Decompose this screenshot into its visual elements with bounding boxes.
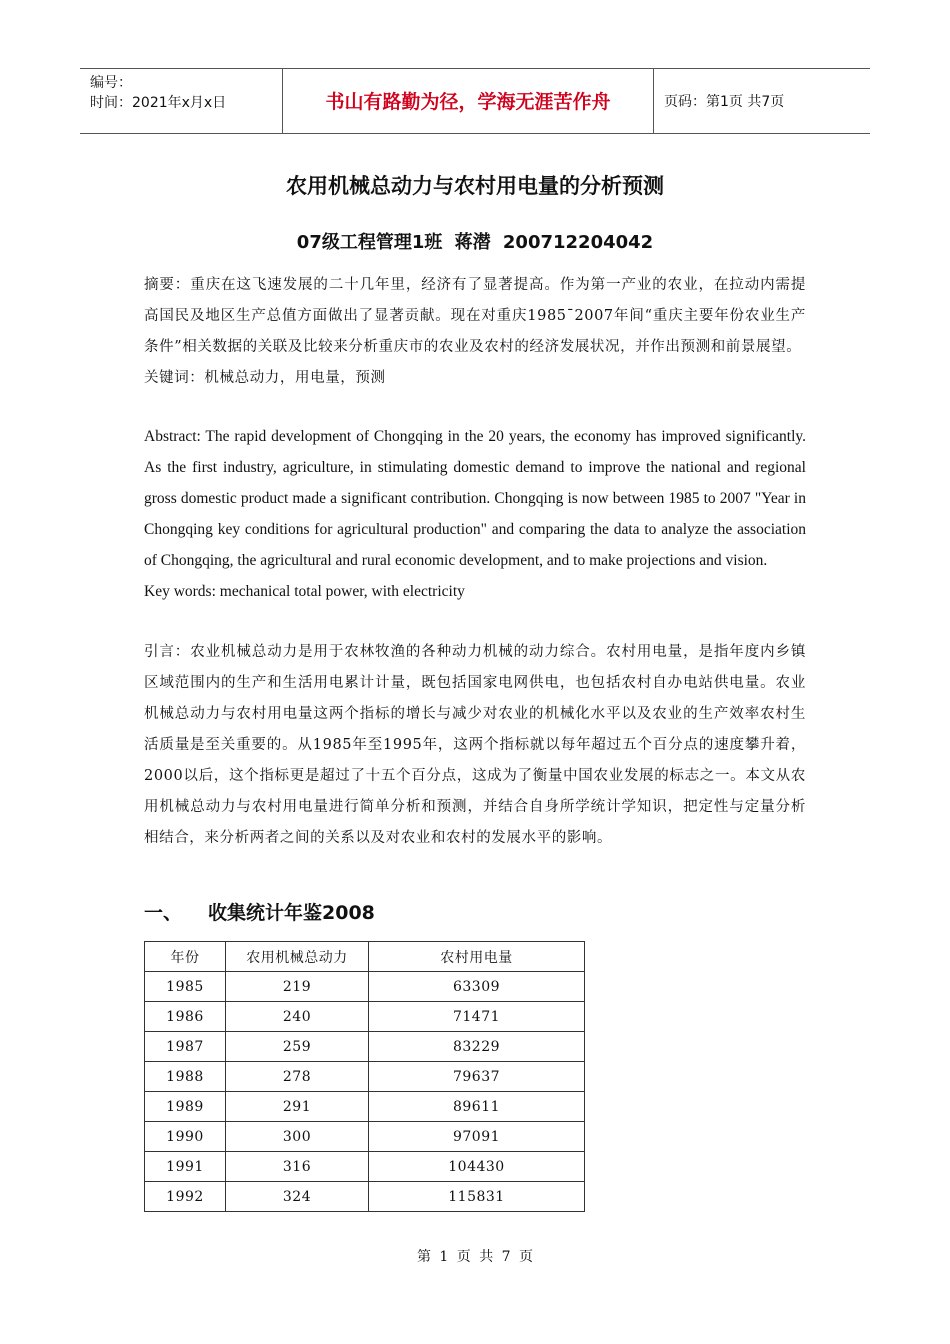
table-cell: 1989 — [145, 1092, 226, 1122]
introduction-block — [144, 637, 806, 854]
table-header-cell: 年份 — [145, 942, 226, 972]
section-heading — [144, 898, 375, 925]
table-cell: 300 — [226, 1122, 369, 1152]
table-cell: 1985 — [145, 972, 226, 1002]
section-title: 收集统计年鉴2008 — [208, 902, 375, 924]
table-cell: 240 — [226, 1002, 369, 1032]
table-cell: 1987 — [145, 1032, 226, 1062]
table-header-row — [145, 942, 585, 972]
table-cell: 63309 — [369, 972, 585, 1002]
table-cell: 1991 — [145, 1152, 226, 1182]
table-cell: 115831 — [369, 1182, 585, 1212]
table-row — [145, 1062, 585, 1092]
date-label: 时间：2021年x月x日 — [90, 95, 227, 111]
table-cell: 104430 — [369, 1152, 585, 1182]
table-row — [145, 972, 585, 1002]
abstract-cn-block — [144, 270, 806, 394]
statistics-table — [144, 941, 585, 1212]
header-motto: 书山有路勤为径，学海无涯苦作舟 — [282, 69, 654, 133]
table-cell: 1986 — [145, 1002, 226, 1032]
introduction: 引言：农业机械总动力是用于农林牧渔的各种动力机械的动力综合。农村用电量，是指年度内乡镇区域范围内的生产和生活用电累计计量，既包括国家电网供电，也包括农村自办电站供电量。农业机械总动力与农村用电量这两个指标的增长与减少对农业的机械化水平以及农业的生产效率农村生活质量是至关重要的。从1985年至1995年，这两个指标就以每年超过五个百分点的速度攀升着，2000以后，这个指标更是超过了十五个百分点，这成为了衡量中国农业发展的标志之一。本文从农用机械总动力与农村用电量进行简单分析和预测，并结合自身所学统计学知识，把定性与定量分析相结合，来分析两者之间的关系以及对农业和农村的发展水平的影响。 — [144, 644, 806, 846]
table-cell: 79637 — [369, 1062, 585, 1092]
abstract-en: Abstract: The rapid development of Chongqing in the 20 years, the economy has improved significantly. As the first industry, agriculture, in stimulating domestic demand to improve the national and regional gross domestic product made a significant contribution. Chongqing is now between 1985 to 2007 "Year in Chongqing key conditions for agricultural production" and comparing the data to analyze the association of Chongqing, the agricultural and rural economic development, and to make projections and vision. — [144, 428, 806, 569]
table-cell: 1992 — [145, 1182, 226, 1212]
keywords-en: Key words: mechanical total power, with electricity — [144, 583, 465, 600]
table-cell: 89611 — [369, 1092, 585, 1122]
author-line: 07级工程管理1班 蒋潜 200712204042 — [296, 232, 654, 253]
table-cell: 316 — [226, 1152, 369, 1182]
table-header-cell: 农用机械总动力 — [226, 942, 369, 972]
table-cell: 324 — [226, 1182, 369, 1212]
abstract-cn: 摘要：重庆在这飞速发展的二十几年里，经济有了显著提高。作为第一产业的农业，在拉动内需提高国民及地区生产总值方面做出了显著贡献。现在对重庆1985¯2007年间“重庆主要年份农业生产条件”相关数据的关联及比较来分析重庆市的农业及农村的经济发展状况，并作出预测和前景展望。 — [144, 277, 806, 355]
abstract-en-block — [144, 421, 806, 607]
table-cell: 83229 — [369, 1032, 585, 1062]
table-row — [145, 1002, 585, 1032]
table-cell: 278 — [226, 1062, 369, 1092]
table-cell: 291 — [226, 1092, 369, 1122]
table-cell: 1990 — [145, 1122, 226, 1152]
table-cell: 1988 — [145, 1062, 226, 1092]
section-number: 一、 — [144, 902, 183, 924]
table-row — [145, 1152, 585, 1182]
page-footer: 第 1 页 共 7 页 — [416, 1249, 534, 1265]
table-row — [145, 1092, 585, 1122]
table-cell: 97091 — [369, 1122, 585, 1152]
header-meta — [80, 69, 282, 133]
document-title: 农用机械总动力与农村用电量的分析预测 — [286, 174, 664, 198]
table-row — [145, 1032, 585, 1062]
table-cell: 259 — [226, 1032, 369, 1062]
table-cell: 219 — [226, 972, 369, 1002]
table-header-cell: 农村用电量 — [369, 942, 585, 972]
keywords-cn: 关键词：机械总动力，用电量，预测 — [144, 370, 386, 386]
table-row — [145, 1122, 585, 1152]
table-row — [145, 1182, 585, 1212]
header-page-info: 页码：第1页 共7页 — [664, 94, 785, 110]
document-header — [80, 68, 870, 134]
table-cell: 71471 — [369, 1002, 585, 1032]
serial-label: 编号： — [90, 75, 132, 91]
